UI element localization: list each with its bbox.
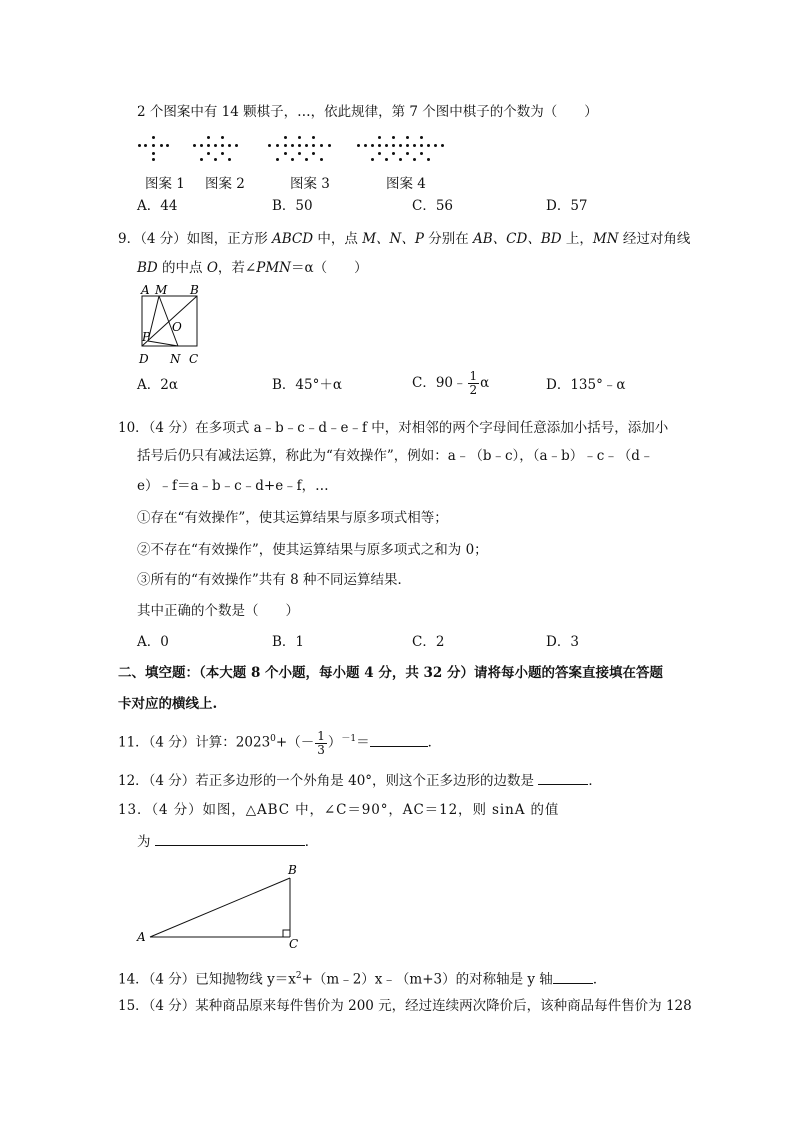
section2-heading-line2: 卡对应的横线上.: [118, 696, 218, 712]
q9-label-c: C: [189, 352, 199, 366]
q8-option-c: C．56: [412, 198, 454, 214]
q10-option-d: D．3: [546, 634, 579, 650]
q11-line: 11．（4 分）计算：$2023^0+(-$ $\frac{1}{3}$ ）$^{-1}$＝ ．: [118, 728, 442, 757]
q14-line: 14．（4 分）已知抛物线 $y=x^2+(m﹣2)x﹣(m+3)$的对称轴是 y 轴 ．: [118, 966, 606, 990]
q10-statement-1: ①存在“有效操作”，使其运算结果与原多项式相等；: [137, 510, 448, 526]
q10-option-a: A．0: [137, 634, 169, 650]
q13-answer-blank: [155, 831, 305, 846]
q9-option-d: D．135°﹣α: [546, 377, 626, 393]
q8-caption-1: 图案 1: [145, 176, 185, 192]
q9-line2: BD 的中点 O，若∠PMN＝α（ ）: [137, 260, 368, 276]
q13-label-a: A: [137, 930, 146, 944]
q9-label-b: B: [190, 283, 199, 297]
q13-line1: 13．（4 分）如图，△ABC 中，∠C＝90°，AC＝12，则 sinA 的值: [118, 802, 560, 818]
q8-option-b: B．50: [272, 198, 313, 214]
q13-line2: 为 ．: [137, 831, 318, 852]
q9-square-figure: [135, 280, 210, 370]
q8-option-d: D．57: [546, 198, 588, 214]
q12-line: 12．（4 分）若正多边形的一个外角是 40°，则这个正多边形的边数是 ．: [118, 770, 602, 791]
q8-intro: 2 个图案中有 14 颗棋子，…，依此规律，第 7 个图中棋子的个数为（ ）: [137, 104, 598, 120]
section2-heading: 二、填空题：（本大题 8 个小题，每小题 4 分，共 32 分）请将每小题的答案直接填在答题: [118, 665, 664, 681]
q10-line1: 10．（4 分）在多项式 a﹣b﹣c﹣d﹣e﹣f 中，对相邻的两个字母间任意添加小括号，添加小: [118, 420, 669, 436]
q9-line1: 9．（4 分）如图，正方形 ABCD 中，点 M、N、P 分别在 AB、CD、BD 上，MN 经过对角线: [118, 231, 691, 247]
q10-line3: e）﹣f＝a﹣b﹣c﹣d+e﹣f，…: [137, 478, 329, 494]
q9-option-b: B．45°＋α: [272, 377, 342, 393]
q15-line: 15．（4 分）某种商品原来每件售价为 200 元，经过连续两次降价后，该种商品每件售价为 128: [118, 998, 692, 1014]
q10-option-c: C．2: [412, 634, 445, 650]
q9-label-m: M: [155, 283, 168, 297]
q13-triangle-figure: [130, 860, 320, 955]
q9-label-o: O: [172, 320, 182, 334]
q14-answer-blank: [553, 969, 593, 984]
q13-label-c: C: [289, 937, 299, 951]
q9-option-c: C．90﹣ $\frac{1}{2}$ α: [412, 369, 490, 397]
q9-label-a: A: [141, 283, 150, 297]
q8-caption-3: 图案 3: [290, 176, 330, 192]
q9-label-d: D: [139, 352, 149, 366]
q10-statement-2: ②不存在“有效操作”，使其运算结果与原多项式之和为 0；: [137, 542, 488, 558]
q8-caption-4: 图案 4: [386, 176, 426, 192]
q10-option-b: B．1: [272, 634, 305, 650]
q12-answer-blank: [538, 770, 588, 785]
q10-statement-3: ③所有的“有效操作”共有 8 种不同运算结果．: [137, 572, 411, 588]
q9-label-p: P: [142, 330, 151, 344]
q10-question: 其中正确的个数是（ ）: [137, 603, 299, 619]
q9-label-n: N: [170, 352, 181, 366]
q9-option-a: A．2α: [137, 377, 178, 393]
q8-option-a: A．44: [137, 198, 178, 214]
q10-line2: 括号后仍只有减法运算，称此为“有效操作”，例如：a﹣（b﹣c），（a﹣b）﹣c﹣（d﹣: [137, 448, 654, 464]
q8-caption-2: 图案 2: [205, 176, 245, 192]
q11-answer-blank: [370, 732, 428, 747]
q13-label-b: B: [288, 863, 297, 877]
